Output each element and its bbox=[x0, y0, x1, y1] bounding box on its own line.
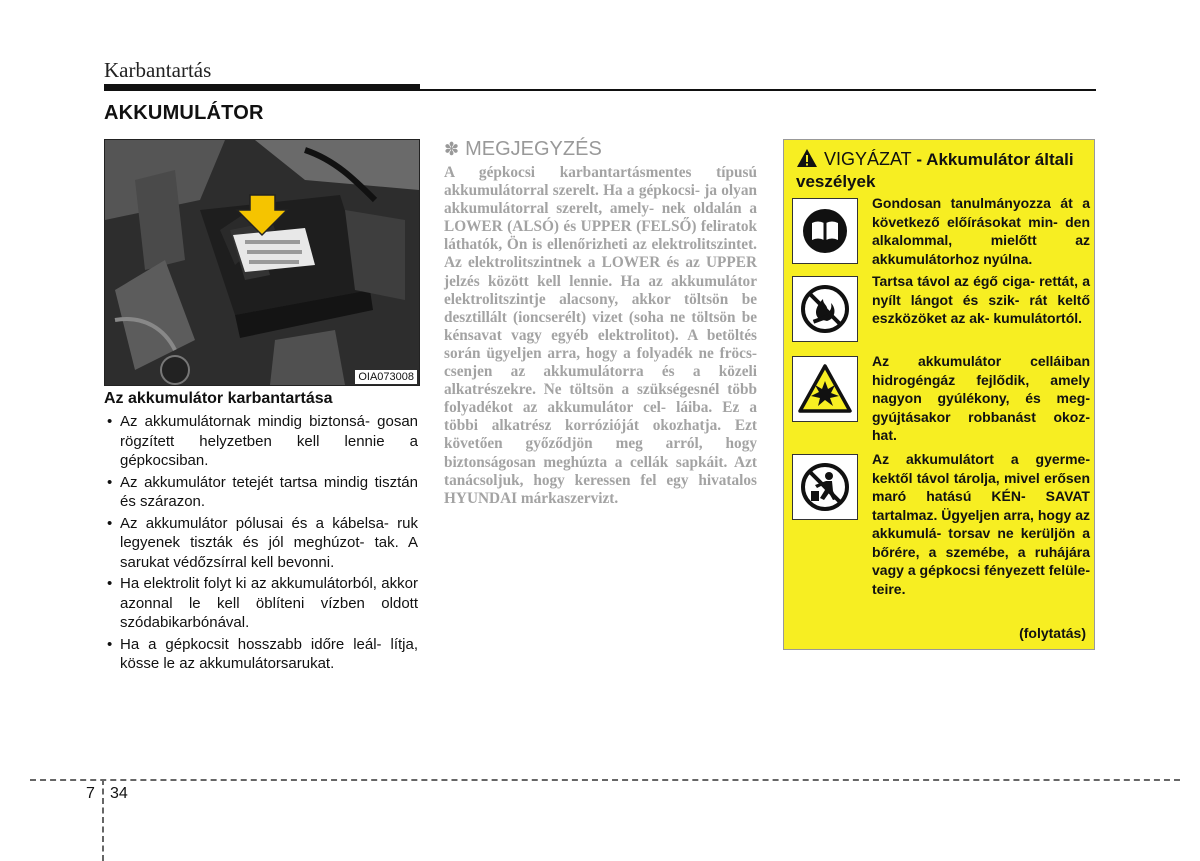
caution-box bbox=[783, 139, 1095, 650]
header-rule-thick bbox=[104, 84, 420, 91]
warning-triangle-icon bbox=[796, 148, 818, 168]
list-item: • Az akkumulátor tetejét tartsa mindig tisztán és szárazon. bbox=[104, 473, 418, 512]
note-heading bbox=[444, 138, 602, 161]
running-header: Karbantartás bbox=[104, 58, 212, 82]
explosion-warning-icon bbox=[792, 356, 858, 422]
note-star-icon: ✽ bbox=[444, 139, 460, 159]
caution-lead: VIGYÁZAT bbox=[824, 149, 912, 169]
footer-divider bbox=[30, 779, 1180, 781]
keep-away-children-icon bbox=[792, 454, 858, 520]
caution-item-text: Gondosan tanulmányozza át a következő előírásokat min- den alkalommal, mielőtt az akkumulátorhoz nyúlna. bbox=[872, 195, 1090, 267]
chapter-number: 7 bbox=[86, 785, 95, 802]
note-title: MEGJEGYZÉS bbox=[465, 138, 602, 160]
manual-book-icon bbox=[792, 198, 858, 264]
list-item: • Az akkumulátornak mindig biztonsá- gosan rögzített helyzetben kell lennie a gépkocsiban. bbox=[104, 412, 418, 471]
battery-photo bbox=[104, 139, 420, 386]
caution-item-text: Az akkumulátor celláiban hidrogéngáz fejlődik, amely nagyon gyúlékony, és meg- gyújtásakor robbanást okoz- hat. bbox=[872, 353, 1090, 443]
note-body: A gépkocsi karbantartásmentes típusú akkumulátorral szerelt. Ha a gépkocsi- ja olyan akkumulátorral szerelt, amely- nek oldalán a LOWER (ALSÓ) és UPPER (FELSŐ) feliratok láthatók, Ön is ellenőrizheti az elektrolitszintet. Az elektrolitszintnek a LOWER és az UPPER jelzés között kell lennie. Ha az akkumulátor elektrolitszintje alacsony, akkor töltsön be desztillált (ioncserélt) vizet (soha ne töltsön be kénsavat vagy egyéb elektrolitot). A betöltés során ügyeljen arra, hogy a folyadék ne fröcs- csenjen az akkumulátorra és a közeli alkatrészekre. Ne töltsön a szükségesnél több folyadékot az akkumulátor cel- láiba. Ez a többi alkatrész korrózióját okozhatja. Ezt követően győződjön meg arról, hogy biztonságosan meghúzta a cellák sapkáit. Azt tanácsoljuk, hogy keressen fel egy hivatalos HYUNDAI márkaszervizt. bbox=[444, 164, 757, 507]
list-item: • Ha a gépkocsit hosszabb időre leál- lítja, kösse le az akkumulátorsarukat. bbox=[104, 635, 418, 674]
footer-divider-vertical bbox=[102, 779, 104, 861]
caution-heading bbox=[796, 148, 1088, 193]
maintenance-list bbox=[104, 412, 418, 676]
caution-item-text: Az akkumulátort a gyerme- kektől távol tárolja, mivel erősen maró hatású KÉN- SAVAT tartalmaz. Ügyeljen arra, hogy az akkumulá- torsav ne kerüljön a bőrére, a szemébe, a ruhájára vagy a gépkocsi fényezett felüle- teire. bbox=[872, 451, 1090, 597]
photo-code: OIA073008 bbox=[355, 370, 417, 384]
maintenance-subheading: Az akkumulátor karbantartása bbox=[104, 390, 333, 407]
page-number: 34 bbox=[110, 785, 128, 802]
header-rule-thin bbox=[420, 89, 1096, 91]
section-title: AKKUMULÁTOR bbox=[104, 102, 264, 124]
caution-item-text: Tartsa távol az égő ciga- rettát, a nyílt lángot és szik- rát keltő eszközöket az ak- kumulátortól. bbox=[872, 273, 1090, 326]
continued-label: (folytatás) bbox=[1019, 625, 1086, 641]
caution-title: - Akkumulátor általi veszélyek bbox=[796, 150, 1074, 191]
list-item: • Ha elektrolit folyt ki az akkumulátorból, akkor azonnal le kell öblíteni vízben oldott szódabikarbónával. bbox=[104, 574, 418, 633]
no-flame-icon bbox=[792, 276, 858, 342]
list-item: • Az akkumulátor pólusai és a kábelsa- ruk legyenek tiszták és jól meghúzot- tak. A sarukat védőzsírral kell bevonni. bbox=[104, 514, 418, 573]
